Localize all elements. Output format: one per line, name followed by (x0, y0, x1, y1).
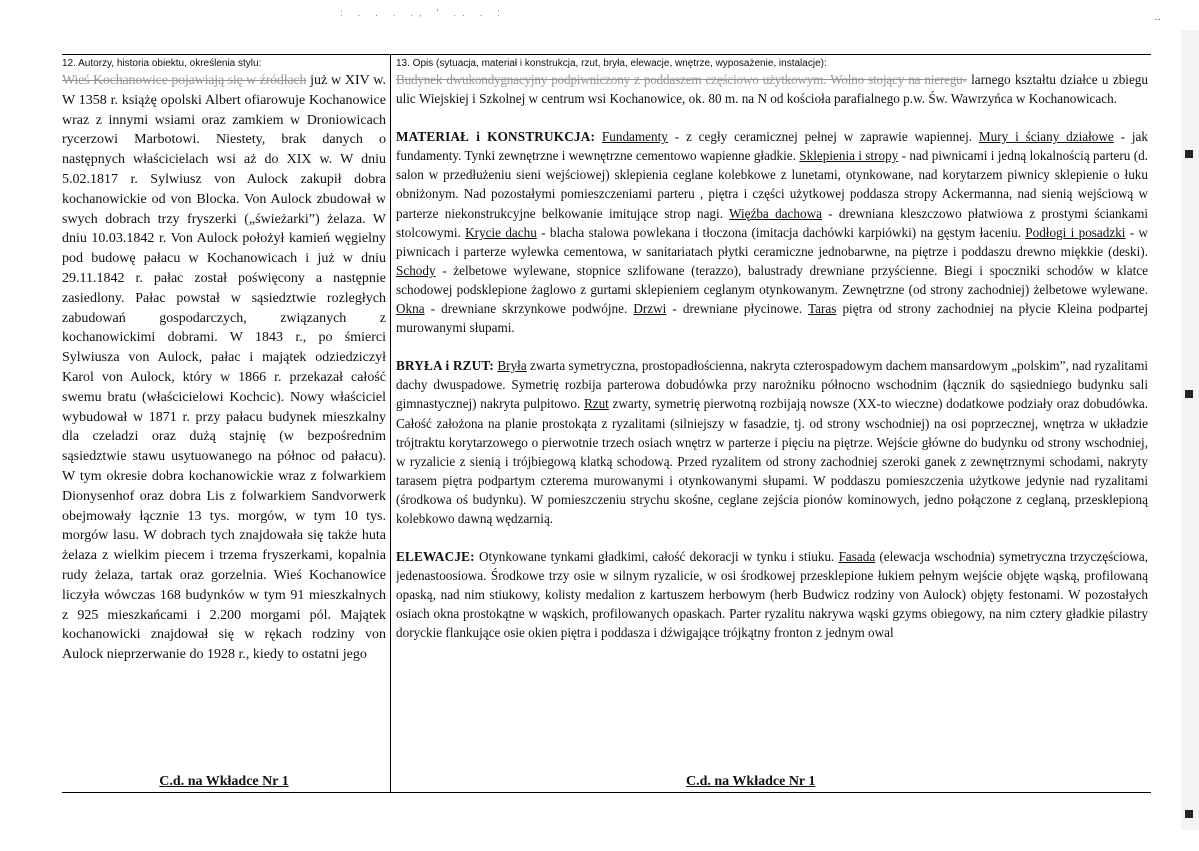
material-term: Krycie dachu (465, 224, 537, 240)
material-term: Podłogi i posadzki (1025, 224, 1126, 240)
elewacje-text: (elewacja wschodnia) symetryczna trzyczęściowa, jedenastoosiowa. Środkowe trzy osie w silnym ryzalicie, w osi środkowej przesklepione łukiem pełnym wejście objęte wąską, profilowaną opaską, nad nim stiukowy, kolisty medalion z kartuszem herbowym (herb Budwicz rodziny von Aulock) objęty festonami. W pozostałych osiach okna prostokątne w wąskich, profilowanych opaskach. Parter ryzalitu nakrywa wąski gzyms obiegowy, na nim cztery gładkie pilastry doryckie flankujące osie okien piętra i poddasza i dźwigające trójkątny fronton z jednym owal (396, 549, 1148, 641)
material-term: Okna (396, 301, 425, 317)
scan-artifact-corner: ·· (1154, 14, 1161, 25)
bryla-term: Bryła (497, 358, 527, 374)
elewacje-text: Otynkowane tynkami gładkimi, całość dekoracji w tynku i stiuku. (474, 549, 839, 565)
bryla-text: zwarty, symetrię pierwotną rozbijają nowsze (XX-to wieczne) dodatkowe podziały oraz dobudówka. Całość założona na planie prostokąta z ryzalitami (silniejszy w fasadzie, tj. od strony wschodniej) na osi poprzecznej, wnętrza w układzie trójtraktu korytarzowego o pierwotnie trzech osiach wnętrz w parterze i pięciu na piętrze. Wejście główne do budynku od strony wschodniej, w ryzalicie z sienią i trójbiegową klatką schodową. Przed ryzalitem od strony zachodniej szeroki ganek z zewnętrznymi schodami, nakryty tarasem piętra podpartym czterema murowanymi i otynkowanymi słupami. W poddaszu pomieszczenia użytkowe jedynie nad ryzalitami (środkowa oś budynku). W pomieszczeniu strychu skośne, ceglane zejścia pionów kominowych, jedno połączone z ceglaną, przesklepioną kolebkowo dawną wędzarnią. (396, 396, 1148, 526)
bryla-text: zwarta symetryczna, prostopadłościenna, nakryta czterospadowym dachem mansardowym „polskim”, nad ryzalitami dachy dwuspadowe. Symetrię rozbija parterowa dobudówka przy narożniku północno wschodnim (łącznik do sąsiedniego budynku sali gimnastycznej) nakryta pulpitowo. (396, 358, 1148, 412)
intro-garbled-line: Budynek dwukondygnacyjny podpiwniczony z poddaszem częściowo użytkowym. Wolno stojący na nieregu- (396, 72, 967, 87)
description-header: 13. Opis (sytuacja, materiał i konstrukcja, rzut, bryła, elewacje, wnętrze, wyposażenie, instalacje): (396, 58, 827, 69)
document-frame (62, 54, 1151, 793)
description-continued-note: C.d. na Wkładce Nr 1 (686, 774, 816, 789)
material-term: Taras (808, 301, 837, 317)
history-text (62, 70, 386, 665)
elewacje-heading: ELEWACJE: (396, 549, 475, 565)
edge-mark (1185, 390, 1193, 398)
history-body: już w XIV w. W 1358 r. książę opolski Albert ofiarowuje Kochanowice wraz z innymi wsiami oraz zamkiem w Droniowicach rycerzowi Marbotowi. Niestety, brak danych o następnych właścicielach wsi aż do XIX w. W dniu 5.02.1817 r. Sylwiusz von Aulock zakupił dobra kochanowickie od von Blocka. Von Aulock zbudował w swych dobrach trzy fryszerki („świeżarki”) żelaza. W dniu 10.03.1842 r. Von Aulock położył kamień węgielny pod budowę pałacu w Kochanowicach i już w dniu 29.11.1842 r. pałac został poświęcony a następnie zasiedlony. Pałac powstał w sąsiedztwie rozległych zabudowań gospodarczych, związanych z kochanowickimi dobrami. W 1843 r., po śmierci Sylwiusza von Aulock, pałac i majątek odziedziczył Karol von Aulock, który w 1866 r. przekazał całość swemu bratu (właścicielowi Kochcic). Nowy właściciel wybudował w 1871 r. przy pałacu budynek mieszkalny dla czeladzi oraz dużą stajnię (w bezpośrednim sąsiedztwie stawu usytuowanego na północ od pałacu). W tym okresie dobra kochanowickie wraz z folwarkiem Dionysenhof oraz dobra Lis z folwarkiem Sandvorwerk obejmowały łącznie 13 tys. morgów, w tym 10 tys. morgów lasu. W dobrach tych znajdowała się także huta żelaza z wielkim piecem i trzema fryszerkami, kopalnia rudy żelaza, tartak oraz gorzelnia. Wieś Kochanowice liczyła wówczas 168 budynków w tym 91 mieszkalnych z 925 mieszkańcami i 2.200 morgami pól. Majątek kochanowicki znajdował się w rękach rodziny von Aulock nieprzerwanie do 1928 r., kiedy to ostatni jego (62, 73, 386, 663)
material-text: - nad piwnicami i jedną lokalnością parteru (d. salon w przedłużeniu sieni wejściowej) sklepienia ceglane kolebkowe z lunetami, otynkowane, nad korytarzem piwnicy sklepienie o łuku obniżonym. Nad pozostałymi pomieszczeniami parteru , piętra i części użytkowej poddasza stropy Ackermanna, nad sienią wejściową w parterze niekonstrukcyjne belkowanie imitujące strop nagi. (396, 148, 1148, 221)
description-intro (396, 70, 1148, 108)
elewacje-section (396, 547, 1148, 642)
history-column (62, 55, 386, 792)
material-term: Drzwi (633, 301, 667, 317)
material-term: Więźba dachowa (729, 205, 822, 221)
scan-edge (1181, 30, 1199, 830)
intro-text: larnego kształtu działce u zbiegu ulic Wiejskiej i Szkolnej w centrum wsi Kochanowice, ok. 80 m. na N od kościoła parafialnego p.w. Św. Wawrzyńca w Kochanowicach. (396, 72, 1148, 107)
material-text: - żelbetowe wylewane, stopnice szlifowane (terazzo), balustrady drewniane przyścienne. Biegi i spoczniki schodów w klatce schodowej podsklepione żaglowo z gurtami sklepieniem ceglanym otynkowanym. Zewnętrzne (od strony zachodniej) żelbetowe wylewane. (396, 262, 1148, 297)
material-term: Sklepienia i stropy (799, 148, 899, 164)
material-text: - drewniane skrzynkowe podwójne. (424, 301, 634, 317)
material-term: Mury i ściany działowe (978, 129, 1114, 145)
history-garbled-line: Wieś Kochanowice pojawiają się w źródłach (62, 73, 307, 88)
history-header: 12. Autorzy, historia obiektu, określenia stylu: (62, 58, 262, 69)
material-text: - z cegły ceramicznej pełnej w zaprawie wapiennej. (667, 129, 979, 145)
material-term: Fundamenty (601, 129, 668, 145)
scan-artifact-top: : . . . ., ' .. . : (340, 8, 506, 19)
bryla-term: Rzut (583, 396, 609, 412)
column-divider (390, 55, 391, 792)
material-text: - drewniana kleszczowo płatwiowa z prostymi ściankami stolcowymi. (396, 205, 1148, 240)
material-text: - jak fundamenty. Tynki zewnętrzne i wewnętrzne cementowo wapienne gładkie. (396, 129, 1148, 164)
edge-mark (1185, 810, 1193, 818)
material-heading: MATERIAŁ i KONSTRUKCJA: (396, 129, 596, 145)
description-column (396, 55, 1148, 792)
material-section (396, 127, 1148, 337)
material-text: piętra od strony zachodniej na płycie Kleina podpartej murowanymi słupami. (396, 301, 1148, 336)
material-text: - blacha stalowa powlekana i tłoczona (imitacja dachówki karpiówki) na gęstym łaceniu. (536, 224, 1026, 240)
bryla-heading: BRYŁA i RZUT: (396, 358, 495, 374)
history-continued-note: C.d. na Wkładce Nr 1 (159, 774, 289, 789)
edge-mark (1185, 150, 1193, 158)
material-text: - w piwnicach i parterze wylewka cementowa, w sanitariatach płytki ceramiczne jednobarwne, na piętrze i poddaszu drewno miękkie (deski). (396, 224, 1148, 259)
material-text: - drewniane płycinowe. (666, 301, 808, 317)
elewacje-term: Fasada (838, 549, 876, 565)
bryla-section (396, 356, 1148, 528)
material-term: Schody (396, 262, 436, 278)
